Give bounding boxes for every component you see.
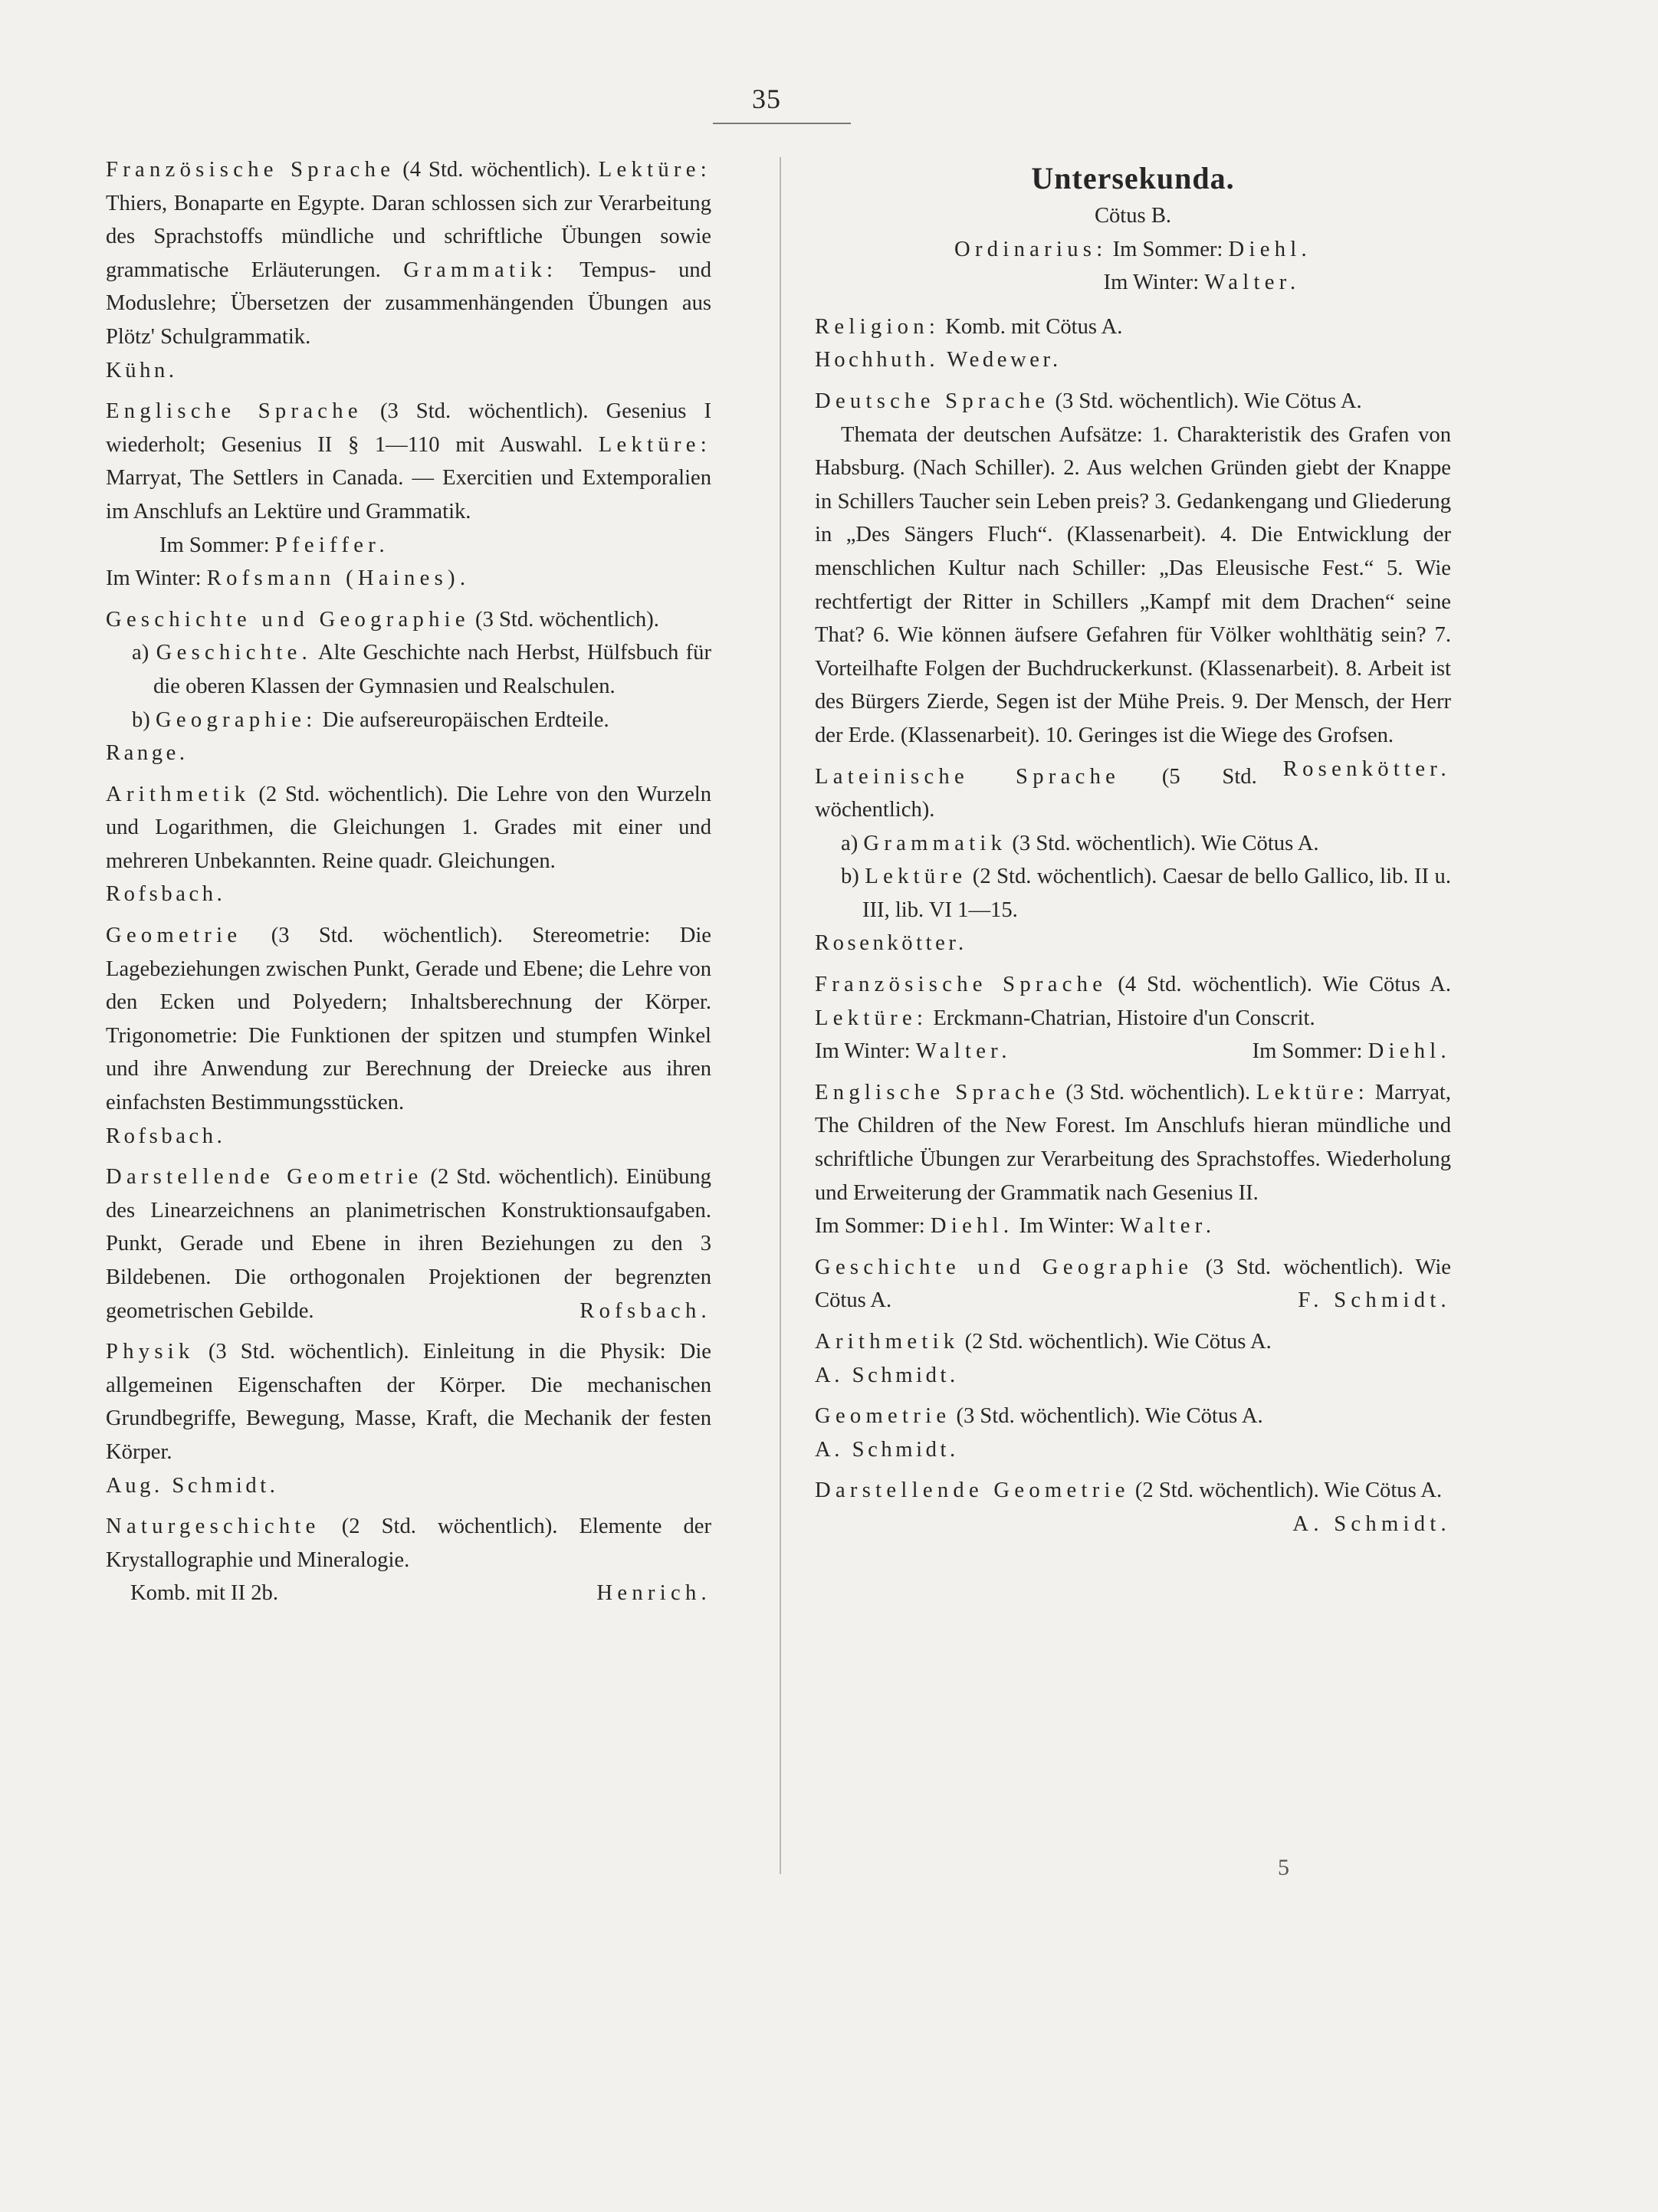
subject-heading: Geometrie [815,1404,951,1429]
teacher-name: Range. [106,741,189,766]
section-text: Thiers, Bonaparte en Egypte. Daran schlossen sich zur Verarbeitung des Sprachstoffs mündliche und schriftliche Übungen sowie grammatische Erläuterungen. [106,191,711,282]
section-text: (3 Std. wöchentlich). [271,924,533,948]
section-darstellende-geometrie [106,1160,711,1328]
section-text: (5 Std. wöchentlich). [815,764,1257,822]
page-number: 35 [752,84,781,114]
section-naturgeschichte [106,1510,711,1610]
section-geschichte [815,1251,1451,1318]
teacher-name: Rofsmann (Haines). [206,566,471,591]
subject-heading: Religion: [815,314,941,339]
list-marker: b) [132,707,150,732]
term-label: Im Sommer: [1252,1039,1363,1064]
subject-heading: Geometrie [106,924,242,948]
section-latein [815,760,1451,961]
section-text: Alte Geschichte nach Herbst, Hülfsbuch für die oberen Klassen der Gymnasien und Realschulen. [153,641,711,698]
right-column [815,153,1451,1541]
subheading: Stereometrie: [532,924,651,948]
section-text: (2 Std. wöchentlich). Caesar de bello Gallico, lib. II u. III, lib. VI 1—15. [862,865,1451,922]
section-body [106,1510,711,1577]
section-text: (2 Std. wöchentlich). Die Lehre von den Wurzeln und Logarithmen, die Gleichungen 1. Grades mit einer und mehreren Unbekannten. Reine quadr. Gleichungen. [106,782,711,873]
term-label: Im Winter: [106,566,202,591]
list-marker: a) [132,641,149,665]
section-geometrie [106,919,711,1153]
section-text: (3 Std. wöchentlich). Wie Cötus A. [1006,831,1319,855]
teacher-name: Rosenkötter. [815,931,967,956]
subject-heading: Geschichte und Geographie [106,607,470,632]
teacher-name: Rosenkötter. [1282,756,1451,781]
subject-heading: Darstellende Geometrie [106,1165,423,1190]
teacher-name: Diehl. [1228,237,1312,261]
subject-heading: Englische Sprache [815,1080,1060,1104]
section-text: (3 Std. wöchentlich). [475,607,659,632]
section-body [815,1251,1451,1318]
section-body [106,153,711,354]
subheading: Lektüre: [598,432,711,457]
section-text: (3 Std. wöchentlich). Wie Cötus A. [956,1404,1263,1429]
section-body [106,778,711,878]
ordinarius-line [815,266,1451,300]
subheading: Grammatik [863,831,1007,855]
subject-heading: Französische Sprache [106,158,396,182]
section-text: Die aufsereuropäischen Erdteile. [317,707,609,732]
section-text: (3 Std. wöchentlich). Wie Cötus A. [1055,389,1362,413]
section-darstellende-geometrie [815,1474,1451,1536]
class-heading: Untersekunda. [1031,161,1235,195]
term-label: Im Sommer: [815,1214,925,1239]
subject-heading: Arithmetik [815,1330,960,1354]
section-text: Marryat, The Children of the New Forest. Im Anschlufs hieran mündliche und schriftliche Übungen zur Verarbeitung des Sprachstoffes. Wiederholung und Erweiterung der Grammatik nach Gesenius II. [815,1080,1451,1205]
section-text: (3 Std. wöchentlich). Wie Cötus A. [815,1255,1452,1313]
subheading: Geschichte. [156,641,313,665]
left-column [106,153,711,1618]
subheading: Lektüre: [1256,1080,1370,1104]
subject-heading: Geschichte und Geographie [815,1255,1193,1279]
section-body [106,603,711,637]
signature-mark: 5 [1278,1855,1289,1880]
section-body [815,310,1451,344]
subheading: Lektüre: [598,158,711,182]
section-physik [106,1335,711,1502]
section-text: Marryat, The Settlers in Canada. — Exercitien und Extemporalien im Anschlufs an Lektüre und Grammatik. [106,466,711,523]
page-number-rule [713,123,851,124]
teacher-name: Rofsbach. [579,1298,711,1323]
section-body [106,1335,711,1469]
teacher-name: Rofsbach. [106,1124,226,1148]
teacher-name: Aug. Schmidt. [106,1473,279,1498]
subheading: Lektüre [865,865,967,889]
section-text: (3 Std. wöchentlich). Gesenius I wiederholt; Gesenius II § 1—110 mit Auswahl. [106,399,712,457]
teacher-name: Walter. [1120,1214,1216,1239]
teacher-name: Diehl. [930,1214,1014,1239]
section-geometrie [815,1400,1451,1466]
section-text: Tempus- und Moduslehre; Übersetzen der zusammenhängenden Übungen aus Plötz' Schulgrammatik. [106,258,711,349]
section-text: (4 Std. wöchentlich). [402,158,599,182]
section-text: (2 Std. wöchentlich). Wie Cötus A. [1134,1478,1443,1503]
subheading: Lektüre: [815,1006,928,1030]
ordinarius-label: Ordinarius: [954,237,1108,261]
section-franzoesisch [106,153,711,387]
teacher-names: Hochhuth. Wedewer. [815,348,1062,372]
teacher-name: Rofsbach. [106,882,226,907]
term-label: Im Winter: [815,1039,911,1064]
section-text: (3 Std. wöchentlich). [1065,1080,1256,1104]
section-arithmetik [815,1325,1451,1392]
teacher-name: Diehl. [1367,1039,1451,1064]
subsection-a [106,636,711,703]
subject-heading: Englische Sprache [106,399,363,424]
section-body [106,1160,711,1328]
section-text: (4 Std. wöchentlich). Wie Cötus A. [1118,973,1451,997]
subject-heading: Lateinische Sprache [815,764,1121,789]
subject-heading: Deutsche Sprache [815,389,1050,413]
teacher-line [106,1577,711,1610]
ordinarius-line [815,233,1451,267]
section-body [106,919,711,1120]
section-text: (2 Std. wöchentlich). Elemente der Krystallographie und Mineralogie. [106,1515,711,1572]
section-englisch [106,395,711,596]
teacher-name: Pfeiffer. [274,533,389,557]
subject-heading: Physik [106,1340,195,1364]
section-text: (2 Std. wöchentlich). Einübung des Linearzeichnens an planimetrischen Konstruktionsaufgaben. Punkt, Gerade und Ebene in ihren Beziehungen zu den 3 Bildebenen. Die orthogonalen Projektionen der begrenzten geometrischen Gebilde. [106,1165,711,1323]
combination-note: Komb. mit II 2b. [130,1581,278,1606]
section-englisch [815,1076,1451,1243]
term-label: Im Winter: [1103,271,1200,295]
subheading: Grammatik: [403,258,558,282]
section-geschichte [106,603,711,770]
subsection-b [106,704,711,737]
section-body [815,385,1451,418]
teacher-name: F. Schmidt. [1298,1288,1451,1313]
section-body [106,395,711,528]
section-text: Komb. mit Cötus A. [940,314,1123,339]
teacher-name: A. Schmidt. [815,1363,959,1387]
teacher-name: Henrich. [596,1581,711,1606]
subheading: Trigonometrie: [106,1023,238,1048]
subject-heading: Französische Sprache [815,973,1108,997]
section-body [815,1474,1451,1536]
section-text: (2 Std. wöchentlich). Wie Cötus A. [964,1330,1272,1354]
teacher-name: Kühn. [106,358,178,382]
subheading: Geographie: [155,707,317,732]
term-label: Im Winter: [1019,1214,1115,1239]
section-body [815,1400,1451,1433]
teacher-line [106,529,711,563]
list-marker: b) [841,865,859,889]
subject-heading: Darstellende Geometrie [815,1478,1130,1503]
section-text: Die Lagebeziehungen zwischen Punkt, Gerade und Ebene; die Lehre von den Ecken und Polyedern; Inhaltsberechnung der Körper. [106,924,711,1015]
teacher-line [1253,1035,1451,1068]
section-text: (3 Std. wöchentlich). Einleitung in die Physik: Die allgemeinen Eigenschaften der Körper. Die mechanischen Grundbegriffe, Bewegung, Masse, Kraft, die Mechanik der festen Körper. [106,1340,711,1464]
term-label: Im Sommer: [159,533,270,557]
subject-heading: Naturgeschichte [106,1515,320,1539]
section-body [815,1325,1451,1359]
teacher-name: Walter. [915,1039,1012,1064]
teacher-line [106,562,711,596]
section-text: Themata der deutschen Aufsätze: 1. Charakteristik des Grafen von Habsburg. (Nach Schiller). 2. Aus welchen Gründen giebt der Knappe in Schillers Taucher sein Leben preis? 3. Gedankengang und Gliederung in „Des Sängers Fluch“. (Klassenarbeit). 4. Die Entwicklung der menschlichen Kultur nach Schiller: „Das Eleusische Fest.“ 5. Wie rechtfertigt der Ritter in Schillers „Kampf mit dem Drachen“ seine That? 6. Wie können äufsere Gefahren für Völker wohlthätig sein? 7. Vorteilhafte Folgen der Buchdruckerkunst. (Klassenarbeit). 8. Arbeit ist des Bürgers Zierde, Segen ist der Mühe Preis. 9. Der Mensch, der Herr der Erde. (Klassenarbeit). 10. Geringes ist die Wiege des Grofsen. [815,422,1451,747]
teacher-line [815,1209,1451,1243]
section-body [815,1076,1451,1209]
teacher-name: A. Schmidt. [815,1437,959,1462]
section-franzoesisch [815,968,1451,1068]
teacher-name: Walter. [1204,271,1301,295]
section-text: Erckmann-Chatrian, Histoire d'un Conscrit. [927,1006,1315,1030]
subject-heading: Arithmetik [106,782,251,806]
coetus-label: Cötus B. [1094,204,1172,228]
term-label: Im Sommer: [1112,237,1223,261]
subsection-b [815,860,1451,927]
section-religion [815,310,1451,377]
list-marker: a) [841,831,859,855]
teacher-name: A. Schmidt. [1292,1511,1451,1536]
section-arithmetik [106,778,711,911]
section-text: Die Funktionen der spitzen und stumpfen Winkel und ihre Anwendung zur Berechnung der Dreiecke aus ihren einfachsten Bestimmungsstücken. [106,1023,711,1115]
subsection-a [815,827,1451,861]
column-divider [780,157,781,1874]
